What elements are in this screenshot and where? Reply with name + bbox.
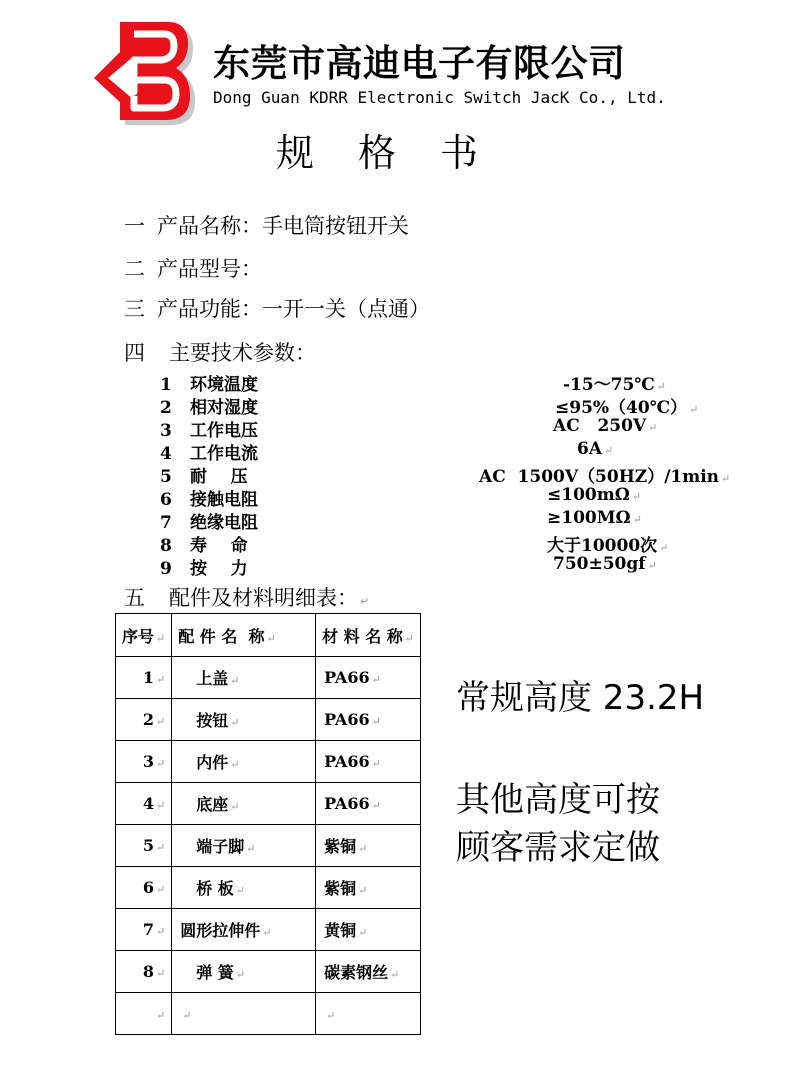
param-value bbox=[553, 554, 657, 574]
cell-text: 7 bbox=[142, 920, 155, 939]
cell-text: 2 bbox=[142, 710, 155, 729]
paragraph-mark: ↵ bbox=[371, 673, 381, 686]
paragraph-mark: ↵ bbox=[156, 925, 166, 938]
table-row bbox=[116, 657, 421, 699]
param-value-text: ≤95%（40℃） bbox=[555, 398, 688, 418]
param-value-text: AC 1500V（50HZ）/1min bbox=[479, 467, 720, 487]
table-cell bbox=[116, 909, 172, 951]
table-cell bbox=[316, 909, 421, 951]
param-value-text: 6A bbox=[577, 439, 603, 459]
param-value bbox=[547, 531, 668, 556]
section-text: 产品名称：手电筒按钮开关 bbox=[157, 214, 409, 238]
cell-text: PA66 bbox=[324, 794, 370, 813]
param-value bbox=[479, 462, 730, 487]
param-value bbox=[547, 508, 642, 528]
materials-table bbox=[115, 613, 421, 1035]
param-number: 9 bbox=[160, 559, 172, 579]
table-cell bbox=[116, 783, 172, 825]
paragraph-mark: ↵ bbox=[266, 631, 276, 645]
cell-text: 碳素钢丝 bbox=[324, 963, 389, 982]
param-row bbox=[160, 439, 258, 464]
table-cell bbox=[316, 783, 421, 825]
param-number: 3 bbox=[160, 421, 172, 441]
paragraph-mark: ↵ bbox=[371, 799, 381, 812]
cell-text: 紫铜 bbox=[324, 837, 357, 856]
cell-text: PA66 bbox=[324, 710, 370, 729]
table-cell bbox=[172, 909, 316, 951]
column-header bbox=[316, 614, 421, 657]
param-row bbox=[160, 485, 258, 510]
table-cell bbox=[172, 657, 316, 699]
paragraph-mark: ↵ bbox=[390, 968, 400, 981]
paragraph-mark: ↵ bbox=[371, 715, 381, 728]
table-cell bbox=[172, 993, 316, 1035]
param-row bbox=[160, 393, 258, 418]
table-row bbox=[116, 825, 421, 867]
table-cell bbox=[172, 741, 316, 783]
table-header-row bbox=[116, 614, 421, 657]
paragraph-mark: ↵ bbox=[648, 421, 658, 434]
param-number: 7 bbox=[160, 513, 172, 533]
param-value-text: ≤100mΩ bbox=[547, 485, 630, 505]
table-cell bbox=[172, 867, 316, 909]
section-number: 二 bbox=[124, 257, 145, 281]
section-number: 三 bbox=[124, 297, 145, 321]
paragraph-mark: ↵ bbox=[156, 673, 166, 686]
table-cell bbox=[316, 741, 421, 783]
table-cell bbox=[316, 657, 421, 699]
table-cell bbox=[116, 657, 172, 699]
paragraph-mark: ↵ bbox=[230, 758, 240, 771]
cell-text: 按钮 bbox=[196, 711, 229, 730]
param-row bbox=[160, 462, 248, 487]
cell-text: 3 bbox=[142, 752, 155, 771]
title-char: 格 bbox=[358, 131, 397, 175]
table-row bbox=[116, 867, 421, 909]
param-number: 5 bbox=[160, 467, 172, 487]
table-cell bbox=[116, 951, 172, 993]
param-name: 接触电阻 bbox=[190, 490, 258, 510]
param-value-text: 大于10000次 bbox=[547, 536, 658, 556]
column-header-text: 配 件 名 称 bbox=[178, 626, 265, 646]
section-product-model bbox=[124, 253, 262, 283]
paragraph-mark: ↵ bbox=[262, 926, 272, 939]
param-value-text: 750±50gf bbox=[553, 554, 646, 574]
section-tech-params bbox=[124, 337, 316, 367]
table-row bbox=[116, 909, 421, 951]
table-row bbox=[116, 951, 421, 993]
paragraph-mark: ↵ bbox=[631, 490, 642, 503]
cell-text: 6 bbox=[142, 878, 155, 897]
param-value bbox=[547, 485, 641, 505]
paragraph-mark: ↵ bbox=[358, 842, 368, 855]
table-cell bbox=[316, 825, 421, 867]
paragraph-mark: ↵ bbox=[156, 631, 166, 645]
param-row bbox=[160, 370, 258, 395]
table-cell bbox=[116, 699, 172, 741]
table-cell bbox=[316, 993, 421, 1035]
table-cell bbox=[116, 825, 172, 867]
paragraph-mark: ↵ bbox=[156, 967, 166, 980]
table-cell bbox=[172, 699, 316, 741]
kdrr-arrow-logo-icon bbox=[86, 12, 198, 130]
param-row bbox=[160, 554, 248, 579]
cell-text: 紫铜 bbox=[324, 879, 357, 898]
table-cell bbox=[116, 867, 172, 909]
paragraph-mark: ↵ bbox=[246, 842, 256, 855]
param-name: 按 力 bbox=[190, 559, 248, 579]
cell-text: 内件 bbox=[196, 753, 229, 772]
param-name: 工作电流 bbox=[190, 444, 258, 464]
paragraph-mark: ↵ bbox=[230, 674, 240, 687]
paragraph-mark: ↵ bbox=[156, 883, 166, 896]
cell-text: 8 bbox=[142, 962, 155, 981]
section-number: 一 bbox=[124, 214, 145, 238]
cell-text: PA66 bbox=[324, 668, 370, 687]
paragraph-mark: ↵ bbox=[371, 757, 381, 770]
param-value-text: -15～75℃ bbox=[563, 375, 655, 395]
param-value bbox=[563, 370, 666, 395]
param-name: 绝缘电阻 bbox=[190, 513, 258, 533]
section-text: 主要技术参数： bbox=[169, 341, 316, 365]
cell-text: 圆形拉伸件 bbox=[180, 921, 261, 940]
paragraph-mark: ↵ bbox=[230, 716, 240, 729]
paragraph-mark: ↵ bbox=[326, 1009, 336, 1022]
cell-text: 端子脚 bbox=[196, 837, 245, 856]
paragraph-mark: ↵ bbox=[230, 800, 240, 813]
paragraph-mark: ↵ bbox=[235, 968, 246, 981]
table-row bbox=[116, 699, 421, 741]
paragraph-mark: ↵ bbox=[721, 472, 731, 485]
param-value bbox=[553, 416, 657, 436]
param-number: 1 bbox=[160, 375, 172, 395]
cell-text: 弹 簧 bbox=[196, 963, 234, 982]
cell-text: 底座 bbox=[196, 795, 229, 814]
param-value bbox=[555, 393, 698, 418]
cell-text: 1 bbox=[142, 668, 155, 687]
section-text: 产品功能：一开一关（点通） bbox=[157, 297, 430, 321]
paragraph-mark: ↵ bbox=[358, 884, 368, 897]
cell-text: PA66 bbox=[324, 752, 370, 771]
table-cell bbox=[316, 867, 421, 909]
cell-text: 桥 板 bbox=[196, 879, 234, 898]
section-materials bbox=[124, 582, 369, 612]
section-number: 五 bbox=[124, 586, 145, 610]
param-number: 6 bbox=[160, 490, 172, 510]
title-char: 书 bbox=[440, 131, 479, 175]
paragraph-mark: ↵ bbox=[632, 513, 642, 526]
paragraph-mark: ↵ bbox=[360, 595, 370, 608]
paragraph-mark: ↵ bbox=[235, 884, 246, 897]
param-number: 2 bbox=[160, 398, 172, 418]
param-value-text: AC 250V bbox=[553, 416, 647, 436]
custom-note-line2: 顾客需求定做 bbox=[456, 828, 660, 868]
param-row bbox=[160, 508, 258, 533]
paragraph-mark: ↵ bbox=[404, 631, 414, 645]
param-name: 耐 压 bbox=[190, 467, 248, 487]
section-product-name bbox=[124, 210, 409, 240]
table-cell bbox=[316, 951, 421, 993]
section-text: 配件及材料明细表： bbox=[169, 586, 358, 610]
table-cell bbox=[116, 993, 172, 1035]
paragraph-mark: ↵ bbox=[689, 403, 699, 416]
table-cell bbox=[316, 699, 421, 741]
title-char: 规 bbox=[276, 131, 315, 175]
param-name: 工作电压 bbox=[190, 421, 258, 441]
company-name-en: Dong Guan KDRR Electronic Switch JacK Co., Ltd. bbox=[213, 88, 666, 107]
document-title bbox=[276, 122, 522, 177]
section-product-function bbox=[124, 293, 430, 323]
param-value-text: ≥100MΩ bbox=[547, 508, 631, 528]
column-header-text: 材 料 名 称 bbox=[322, 626, 403, 646]
paragraph-mark: ↵ bbox=[156, 841, 166, 854]
cell-text: 黄铜 bbox=[324, 921, 357, 940]
param-row bbox=[160, 416, 258, 441]
section-text: 产品型号： bbox=[157, 257, 262, 281]
param-number: 8 bbox=[160, 536, 172, 556]
cell-text: 4 bbox=[142, 794, 155, 813]
param-name: 环境温度 bbox=[190, 375, 258, 395]
paragraph-mark: ↵ bbox=[182, 1009, 192, 1022]
column-header-text: 序号 bbox=[122, 626, 155, 646]
table-cell bbox=[116, 741, 172, 783]
cell-text: 上盖 bbox=[196, 669, 229, 688]
paragraph-mark: ↵ bbox=[656, 380, 666, 393]
param-number: 4 bbox=[160, 444, 172, 464]
table-cell bbox=[172, 825, 316, 867]
param-name: 相对湿度 bbox=[190, 398, 258, 418]
paragraph-mark: ↵ bbox=[156, 1009, 166, 1022]
param-row bbox=[160, 531, 248, 556]
paragraph-mark: ↵ bbox=[358, 926, 368, 939]
paragraph-mark: ↵ bbox=[156, 799, 166, 812]
paragraph-mark: ↵ bbox=[659, 541, 669, 554]
section-number: 四 bbox=[124, 341, 145, 365]
paragraph-mark: ↵ bbox=[156, 757, 166, 770]
column-header bbox=[116, 614, 172, 657]
column-header bbox=[172, 614, 316, 657]
param-value bbox=[577, 439, 613, 459]
company-name-cn: 东莞市高迪电子有限公司 bbox=[213, 42, 626, 85]
paragraph-mark: ↵ bbox=[604, 444, 614, 457]
paragraph-mark: ↵ bbox=[647, 559, 657, 572]
table-cell bbox=[172, 951, 316, 993]
height-note: 常规高度 23.2H bbox=[456, 678, 705, 718]
paragraph-mark: ↵ bbox=[156, 715, 166, 728]
param-name: 寿 命 bbox=[190, 536, 248, 556]
table-row bbox=[116, 993, 421, 1035]
table-cell bbox=[172, 783, 316, 825]
table-row bbox=[116, 741, 421, 783]
table-row bbox=[116, 783, 421, 825]
cell-text: 5 bbox=[142, 836, 155, 855]
custom-note-line1: 其他高度可按 bbox=[456, 780, 660, 820]
